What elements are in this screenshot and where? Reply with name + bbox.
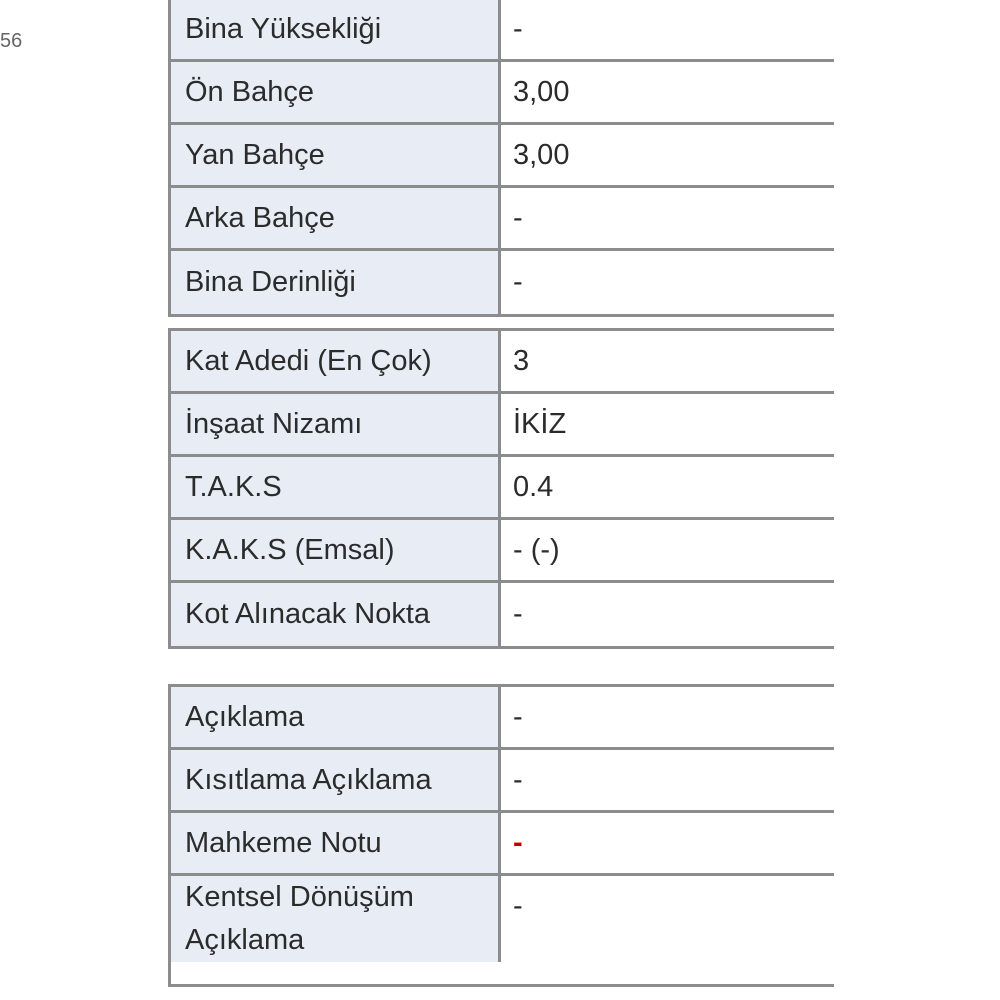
side-number: 56 — [0, 30, 23, 52]
row-label: K.A.K.S (Emsal) — [171, 520, 501, 580]
table-row — [171, 125, 834, 188]
row-label: Bina Derinliği — [171, 251, 501, 314]
table-row — [171, 583, 834, 646]
row-label: İnşaat Nizamı — [171, 394, 501, 454]
row-label: Açıklama — [171, 687, 501, 747]
row-value: - — [501, 251, 834, 314]
table-row — [171, 331, 834, 394]
table-row — [171, 251, 834, 314]
row-value: - — [501, 583, 834, 646]
table-row — [171, 394, 834, 457]
table-row — [171, 0, 834, 62]
table-row — [171, 876, 834, 984]
row-label: Kat Adedi (En Çok) — [171, 331, 501, 391]
row-label: Bina Yüksekliği — [171, 0, 501, 59]
row-value: 3,00 — [501, 62, 834, 122]
row-label: Arka Bahçe — [171, 188, 501, 248]
table-row — [171, 687, 834, 750]
row-value: İKİZ — [501, 394, 834, 454]
row-label: T.A.K.S — [171, 457, 501, 517]
row-label: Kentsel Dönüşüm Açıklama — [171, 876, 501, 962]
table-row — [171, 750, 834, 813]
row-value: - (-) — [501, 520, 834, 580]
row-label: Mahkeme Notu — [171, 813, 501, 873]
row-value: 3,00 — [501, 125, 834, 185]
row-label: Yan Bahçe — [171, 125, 501, 185]
table-row — [171, 520, 834, 583]
row-value: - — [501, 750, 834, 810]
table-row — [171, 188, 834, 251]
row-value: - — [501, 188, 834, 248]
row-label: Kot Alınacak Nokta — [171, 583, 501, 646]
row-value: - — [501, 687, 834, 747]
notes-table — [168, 684, 834, 987]
row-value: 3 — [501, 331, 834, 391]
table-row — [171, 457, 834, 520]
building-setback-table — [168, 0, 834, 317]
row-label: Kısıtlama Açıklama — [171, 750, 501, 810]
table-row — [171, 62, 834, 125]
court-note-value: - — [501, 813, 834, 873]
row-value: - — [501, 876, 834, 923]
row-value: 0.4 — [501, 457, 834, 517]
construction-rules-table — [168, 328, 834, 649]
row-label: Ön Bahçe — [171, 62, 501, 122]
row-value: - — [501, 0, 834, 59]
table-row — [171, 813, 834, 876]
